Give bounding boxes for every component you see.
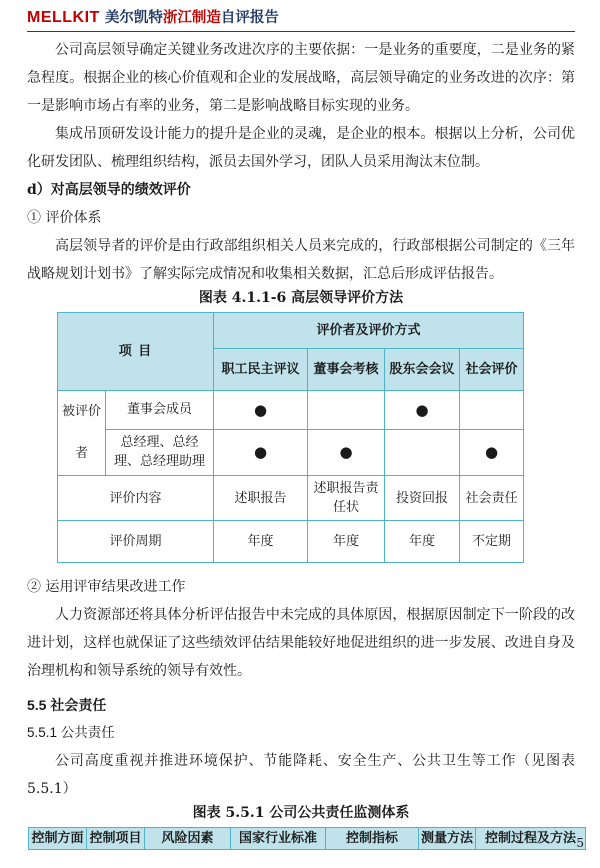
table1-row-board-members: 董事会成员 bbox=[106, 391, 214, 430]
mark-cell bbox=[385, 429, 460, 475]
paragraph-business-priority: 公司高层领导确定关键业务改进次序的主要依据：一是业务的重要度，二是业务的紧急程度。根据企业的核心价值观和企业的发展战略，高层领导确定的业务改进的次序：第一是影响市场占有率的业务，第二是影响战略目标实现的业务。 bbox=[27, 42, 575, 114]
table2-col-measure-method: 测量方法 bbox=[419, 828, 476, 850]
page-number: 5 bbox=[576, 836, 584, 850]
content-cell: 投资回报 bbox=[385, 476, 460, 521]
cycle-cell: 不定期 bbox=[460, 521, 524, 563]
heading-public-responsibility: 5.5.1 公共责任 bbox=[27, 725, 115, 740]
paragraph-rd-capability: 集成吊顶研发设计能力的提升是企业的灵魂，是企业的根本。根据以上分析，公司优化研发团队、梳理组织结构，派员去国外学习，团队人员采用淘汰末位制。 bbox=[27, 126, 575, 170]
content-cell: 述职报告 bbox=[214, 476, 308, 521]
mark-cell: ● bbox=[214, 391, 308, 430]
company-name: 美尔凯特 bbox=[104, 9, 163, 26]
table1-col-employee-review: 职工民主评议 bbox=[214, 349, 308, 391]
mark-cell: ● bbox=[460, 429, 524, 475]
table1-row-cycle-label: 评价周期 bbox=[58, 521, 214, 563]
table2-col-control-aspect: 控制方面 bbox=[29, 828, 87, 850]
doc-title-report: 自评报告 bbox=[220, 9, 279, 26]
table2-col-control-item: 控制项目 bbox=[87, 828, 145, 850]
content-cell: 述职报告责任状 bbox=[308, 476, 385, 521]
table1-caption: 图表 4.1.1-6 高层领导评价方法 bbox=[198, 290, 404, 306]
cycle-cell: 年度 bbox=[308, 521, 385, 563]
mark-cell bbox=[460, 391, 524, 430]
list-item-use-review-results: ② 运用评审结果改进工作 bbox=[27, 579, 186, 595]
table2-caption: 图表 5.5.1 公司公共责任监测体系 bbox=[192, 805, 410, 821]
table2-col-risk-factor: 风险因素 bbox=[145, 828, 231, 850]
table2-col-control-indicator: 控制指标 bbox=[326, 828, 419, 850]
table1-row-content-label: 评价内容 bbox=[58, 476, 214, 521]
table1-header-evaluators: 评价者及评价方式 bbox=[214, 313, 524, 349]
mark-cell bbox=[308, 391, 385, 430]
table1-col-shareholder-meeting: 股东会会议 bbox=[385, 349, 460, 391]
mark-cell: ● bbox=[214, 429, 308, 475]
mark-cell: ● bbox=[308, 429, 385, 475]
paragraph-hr-improvement: 人力资源部还将具体分析评估报告中未完成的具体原因，根据原因制定下一阶段的改进计划，这样也就保证了这些绩效评估结果能较好地促进组织的进一步发展、改进自身及治理机构和领导系统的领导有效性。 bbox=[27, 607, 575, 679]
table1-header-project: 项 目 bbox=[58, 313, 214, 391]
page-header bbox=[27, 6, 575, 32]
table1-rowgroup-evaluated: 被评价者 bbox=[58, 391, 106, 476]
content-cell: 社会责任 bbox=[460, 476, 524, 521]
doc-title-zhejiang: 浙江制造 bbox=[162, 9, 221, 26]
heading-social-responsibility: 5.5 社会责任 bbox=[27, 697, 107, 713]
cycle-cell: 年度 bbox=[385, 521, 460, 563]
table2-col-national-standard: 国家行业标准 bbox=[231, 828, 326, 850]
cycle-cell: 年度 bbox=[214, 521, 308, 563]
table2-col-control-process: 控制过程及方法 bbox=[476, 828, 586, 850]
paragraph-public-work: 公司高度重视并推进环境保护、节能降耗、安全生产、公共卫生等工作（见图表 5.5.1） bbox=[27, 753, 575, 797]
public-responsibility-table bbox=[28, 827, 586, 850]
brand-logo-text: MELLKIT bbox=[27, 9, 100, 26]
table1-row-general-managers: 总经理、总经理、总经理助理 bbox=[106, 429, 214, 475]
table1-col-social-evaluation: 社会评价 bbox=[460, 349, 524, 391]
table1-col-board-assessment: 董事会考核 bbox=[308, 349, 385, 391]
list-item-evaluation-system: ① 评价体系 bbox=[27, 210, 102, 226]
leader-evaluation-table bbox=[57, 312, 524, 563]
paragraph-evaluation-process: 高层领导者的评价是由行政部组织相关人员来完成的，行政部根据公司制定的《三年战略规划计划书》了解实际完成情况和收集相关数据，汇总后形成评估报告。 bbox=[27, 238, 575, 282]
mark-cell: ● bbox=[385, 391, 460, 430]
heading-performance-evaluation: d）对高层领导的绩效评价 bbox=[27, 182, 191, 198]
